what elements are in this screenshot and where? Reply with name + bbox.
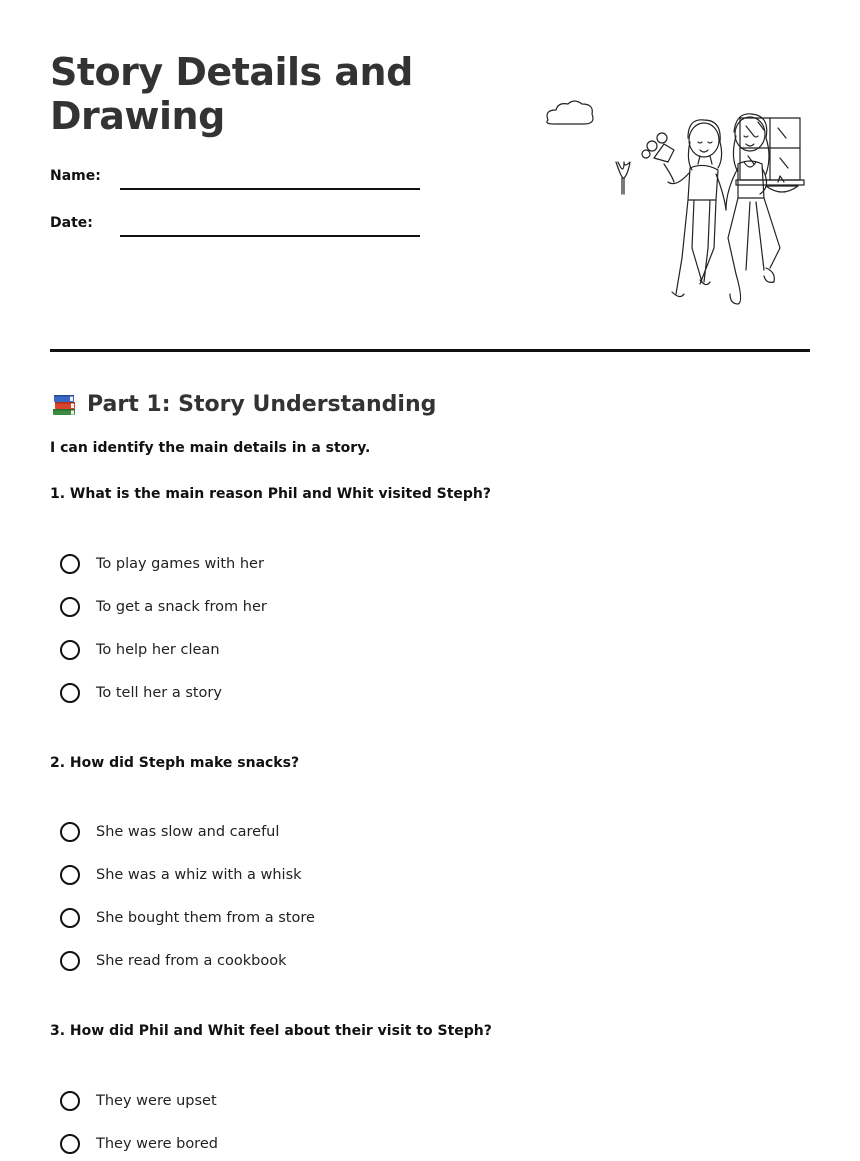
- option-label: She was slow and careful: [96, 824, 280, 840]
- option-label: To play games with her: [96, 556, 264, 572]
- name-line[interactable]: [120, 188, 420, 190]
- option-label: To get a snack from her: [96, 599, 267, 615]
- window-icon: [736, 118, 804, 192]
- option-2d[interactable]: [60, 948, 287, 974]
- girl-one: [642, 120, 726, 297]
- books-icon: [50, 390, 78, 418]
- question-2: 2. How did Steph make snacks?: [50, 755, 300, 771]
- question-1: 1. What is the main reason Phil and Whit visited Steph?: [50, 486, 492, 502]
- question-3: 3. How did Phil and Whit feel about their visit to Steph?: [50, 1023, 492, 1039]
- radio-button[interactable]: [60, 1091, 80, 1111]
- option-label: They were bored: [96, 1136, 218, 1152]
- cloud-icon: [547, 101, 593, 124]
- two-friends-walking-illustration: [540, 98, 810, 310]
- option-1d[interactable]: [60, 680, 222, 706]
- section-title: Part 1: Story Understanding: [87, 391, 437, 417]
- option-2b[interactable]: [60, 862, 302, 888]
- whisk-icon: [616, 162, 630, 194]
- radio-button[interactable]: [60, 951, 80, 971]
- option-label: To tell her a story: [96, 685, 222, 701]
- radio-button[interactable]: [60, 597, 80, 617]
- date-line[interactable]: [120, 235, 420, 237]
- radio-button[interactable]: [60, 865, 80, 885]
- learning-objective: I can identify the main details in a story.: [50, 440, 371, 456]
- option-label: She bought them from a store: [96, 910, 315, 926]
- date-field[interactable]: [50, 207, 420, 237]
- option-label: She read from a cookbook: [96, 953, 287, 969]
- radio-button[interactable]: [60, 1134, 80, 1154]
- section-header: [50, 388, 436, 420]
- option-1c[interactable]: [60, 637, 220, 663]
- option-2a[interactable]: [60, 819, 279, 845]
- radio-button[interactable]: [60, 683, 80, 703]
- worksheet-title: Story Details and Drawing: [50, 50, 413, 138]
- option-3a[interactable]: [60, 1088, 217, 1114]
- option-1a[interactable]: [60, 551, 264, 577]
- option-1b[interactable]: [60, 594, 267, 620]
- option-3b[interactable]: [60, 1131, 218, 1157]
- name-field[interactable]: [50, 160, 420, 190]
- girl-two: [726, 114, 780, 304]
- option-label: She was a whiz with a whisk: [96, 867, 302, 883]
- date-label: Date:: [50, 215, 93, 231]
- radio-button[interactable]: [60, 908, 80, 928]
- radio-button[interactable]: [60, 822, 80, 842]
- name-label: Name:: [50, 168, 101, 184]
- header-divider: [50, 349, 810, 352]
- option-label: To help her clean: [96, 642, 220, 658]
- radio-button[interactable]: [60, 554, 80, 574]
- radio-button[interactable]: [60, 640, 80, 660]
- option-2c[interactable]: [60, 905, 315, 931]
- option-label: They were upset: [96, 1093, 217, 1109]
